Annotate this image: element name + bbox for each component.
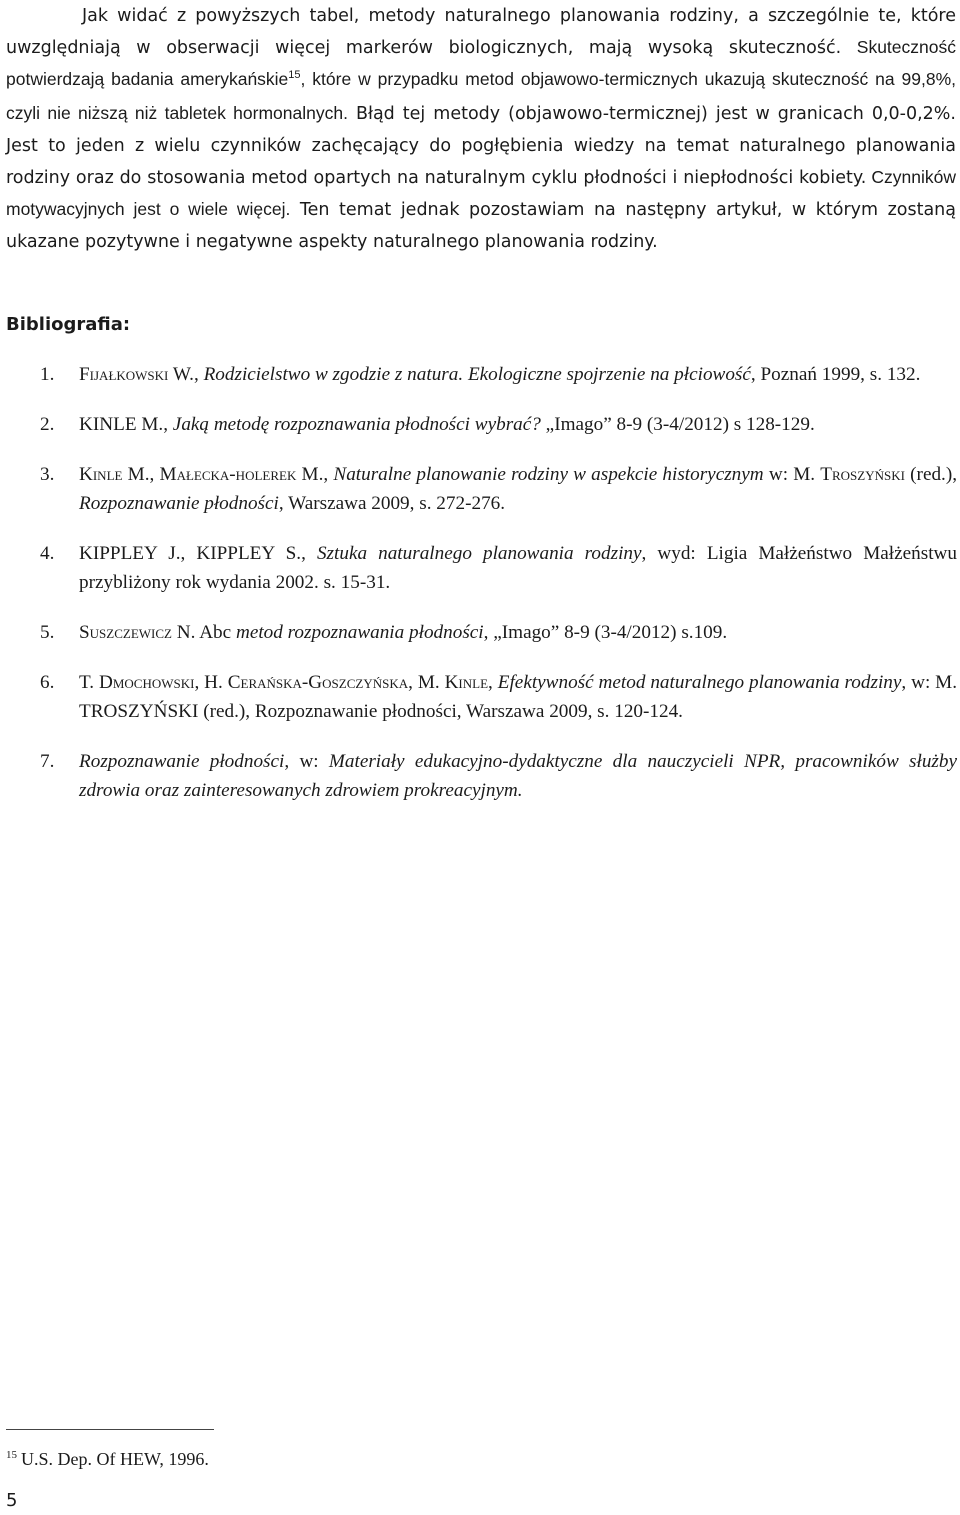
bibliography-title: Rozpoznawanie płodności: [79, 751, 285, 772]
bibliography-item-7: [0, 747, 957, 805]
paragraph-sentence-1: Jak widać z powyższych tabel, metody naturalnego planowania rodziny, a szczególnie te, które uwzględniają w obserwacji więcej markerów biologicznych, mają wysoką skuteczność.: [6, 6, 956, 58]
bibliography-item-number: 2.: [40, 414, 55, 435]
page-number: 5: [6, 1490, 18, 1511]
bibliography-item-number: 6.: [40, 672, 55, 693]
bibliography-separator: ,: [301, 543, 317, 564]
bibliography-initial: , M.: [408, 672, 445, 693]
bibliography-title: Rodzicielstwo w zgodzie z natura. Ekologiczne spojrzenie na płciowość: [203, 364, 751, 385]
bibliography-author: Fijałkowski W.: [79, 364, 194, 385]
bibliography-details: (red.),: [904, 464, 958, 485]
paragraph-sentence-3: Błąd tej metody (objawowo-termicznej) jest w granicach 0,0-0,2%. Jest to jeden z wielu czynników zachęcający do pogłębienia wiedzy na temat naturalnego planowania rodziny oraz do stosowania metod opartych na naturalnym cyklu płodności i niepłodności kobiety.: [6, 104, 956, 188]
paragraph-sentence-5: Ten temat jednak pozostawiam na następny artykuł, w którym zostaną ukazane pozytywne i negatywne aspekty naturalnego planowania rodziny.: [6, 200, 956, 252]
bibliography-item-2: [0, 410, 957, 439]
footnote-number: 15: [6, 1449, 17, 1461]
bibliography-item-4: [0, 539, 957, 597]
bibliography-separator: ,: [193, 364, 204, 385]
bibliography-title: Rozpoznawanie płodności: [79, 493, 279, 514]
bibliography-details: , Poznań 1999, s. 132.: [750, 364, 921, 385]
bibliography-item-6: [0, 668, 957, 726]
bibliography-item-number: 7.: [40, 751, 55, 772]
bibliography-title: Sztuka naturalnego planowania rodziny: [316, 543, 642, 564]
bibliography-heading: Bibliografia:: [6, 314, 131, 335]
bibliography-item-number: 5.: [40, 622, 55, 643]
bibliography-separator: ,: [323, 464, 334, 485]
bibliography-details: w: M.: [763, 464, 821, 485]
bibliography-separator: ,: [149, 464, 160, 485]
bibliography-initial: T.: [79, 672, 99, 693]
footnote: [6, 1446, 209, 1475]
bibliography-item-number: 1.: [40, 364, 55, 385]
bibliography-author: Cerańska-Goszczyńska: [227, 672, 409, 693]
bibliography-author: Suszczewicz N.: [79, 622, 196, 643]
bibliography-author: Kinle: [444, 672, 489, 693]
bibliography-details: , w:: [284, 751, 329, 772]
bibliography-title: Naturalne planowanie rodziny w aspekcie historycznym: [333, 464, 764, 485]
bibliography-title: Jaką metodę rozpoznawania płodności wybrać?: [172, 414, 541, 435]
bibliography-initial: , H.: [194, 672, 228, 693]
bibliography-author: KIPPLEY J., KIPPLEY S.: [79, 543, 302, 564]
bibliography-separator: ,: [488, 672, 498, 693]
bibliography-title: Efektywność metod naturalnego planowania rodziny: [497, 672, 902, 693]
bibliography-title: metod rozpoznawania płodności: [235, 622, 484, 643]
footnote-divider: [6, 1429, 214, 1430]
bibliography-author: Kinle M.: [79, 464, 150, 485]
bibliography-title: Materiały edukacyjno-dydaktyczne dla nauczycieli NPR, pracowników służby zdrowia oraz zainteresowanych zdrowiem prokreacyjnym.: [79, 751, 957, 801]
footnote-text: U.S. Dep. Of HEW, 1996.: [21, 1449, 209, 1469]
bibliography-item-1: [0, 360, 957, 389]
bibliography-item-number: 4.: [40, 543, 55, 564]
bibliography-details: , Warszawa 2009, s. 272-276.: [278, 493, 506, 514]
paragraph-sentence-2b: , które w przypadku metod objawowo-termicznych ukazują skuteczność na 99,8%, czyli nie niższą niż tabletek hormonalnych.: [6, 69, 957, 123]
footnote-reference: 15: [288, 69, 301, 81]
bibliography-item-3: [0, 460, 957, 518]
bibliography-author: KINLE M.: [79, 414, 164, 435]
bibliography-details: , „Imago” 8-9 (3-4/2012) s.109.: [483, 622, 728, 643]
bibliography-details: Abc: [195, 622, 236, 643]
bibliography-details: , wyd: Ligia Małżeństwo Małżeństwu przybliżony rok wydania 2002. s. 15-31.: [79, 543, 958, 593]
body-paragraph: [6, 0, 956, 258]
bibliography-list: [0, 360, 960, 805]
bibliography-item-number: 3.: [40, 464, 55, 485]
bibliography-details: „Imago” 8-9 (3-4/2012) s 128-129.: [540, 414, 815, 435]
paragraph-sentence-2a: Skuteczność potwierdzają badania amerykańskie: [6, 37, 956, 89]
bibliography-details: , w: M. TROSZYŃSKI (red.), Rozpoznawanie płodności, Warszawa 2009, s. 120-124.: [79, 672, 958, 722]
bibliography-separator: ,: [163, 414, 173, 435]
bibliography-item-5: [0, 618, 957, 647]
bibliography-author: Małecka-holerek M.: [159, 464, 324, 485]
paragraph-sentence-4: Czynników motywacyjnych jest o wiele więcej.: [6, 167, 956, 219]
bibliography-editor: Troszyński: [820, 464, 905, 485]
bibliography-author: Dmochowski: [99, 672, 195, 693]
